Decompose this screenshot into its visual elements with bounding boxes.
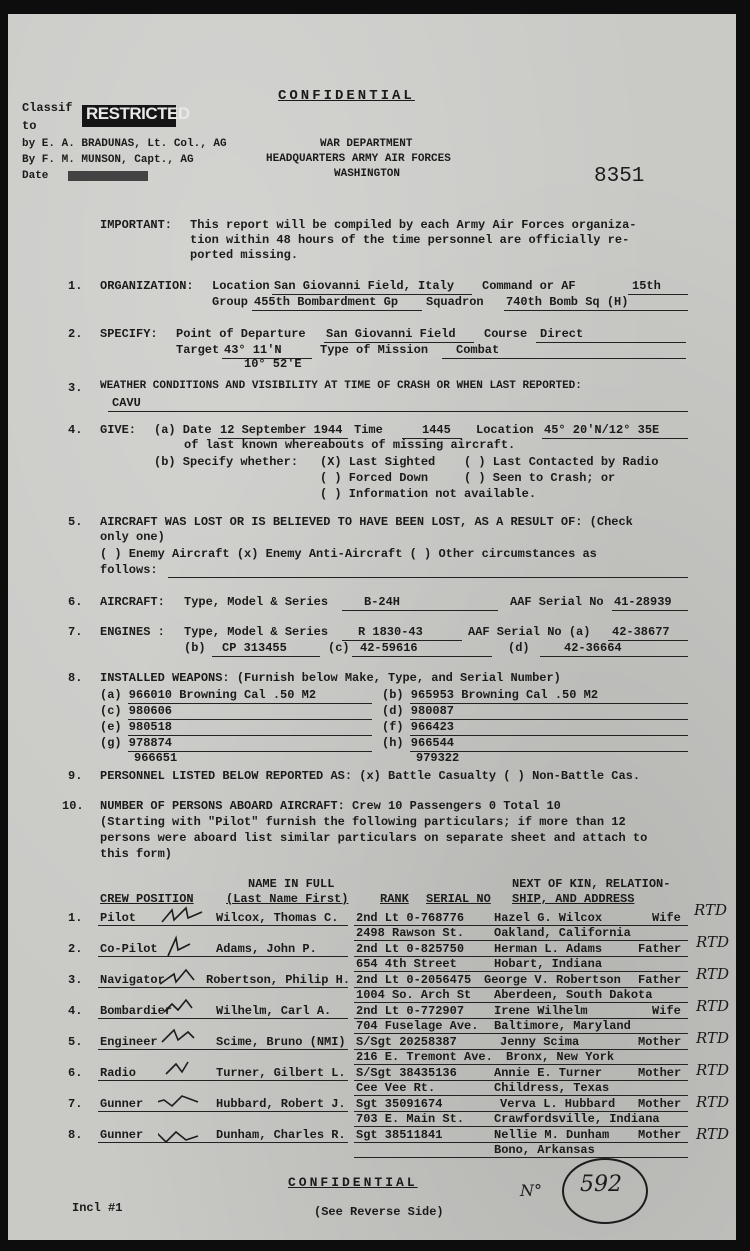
to-label: to <box>22 119 37 133</box>
crew-kin: Herman L. Adams <box>494 942 603 956</box>
specify-whether-label: (b) Specify whether: <box>154 455 299 469</box>
restricted-stamp: RESTRICTED <box>86 104 190 123</box>
target-label: Target <box>176 343 220 357</box>
see-reverse-side: (See Reverse Side) <box>314 1205 444 1219</box>
declassified-by-1: by E. A. BRADUNAS, Lt. Col., AG <box>22 138 227 150</box>
redacted-date <box>68 171 148 181</box>
command-label: Command or AF <box>482 279 576 293</box>
item-4-num: 4. <box>68 423 83 437</box>
col-rank: RANK <box>380 892 409 906</box>
item-9-num: 9. <box>68 769 83 783</box>
crew-position: Bombardier <box>100 1004 173 1018</box>
crew-address-2: Childress, Texas <box>494 1081 610 1095</box>
squadron-label: Squadron <box>426 295 484 309</box>
crew-rank-serial: 2nd Lt 0-2056475 <box>356 973 472 987</box>
weapon-a: (a) 966010 Browning Cal .50 M2 <box>100 688 317 702</box>
option-last-contacted: ( ) Last Contacted by Radio <box>464 455 659 469</box>
col-position: CREW POSITION <box>100 892 194 906</box>
crew-address-1: Bono, Arkansas <box>494 1143 595 1157</box>
date-label: Date <box>22 170 49 182</box>
crew-address-2: Hobart, Indiana <box>494 957 603 971</box>
crew-num: 8. <box>68 1128 83 1142</box>
crew-address-2: Crawfordsville, Indiana <box>494 1112 660 1126</box>
date-a-label: (a) Date <box>154 423 212 437</box>
crew-num: 5. <box>68 1035 83 1049</box>
crew-rtd-note: RTD <box>696 1125 730 1143</box>
crew-rtd-note: RTD <box>694 901 728 919</box>
aircraft-serial: 41-28939 <box>614 595 672 609</box>
lost-line-3: ( ) Enemy Aircraft (x) Enemy Anti-Aircraft ( ) Other circumstances as <box>100 547 597 561</box>
declassified-by-2: By F. M. MUNSON, Capt., AG <box>22 154 194 166</box>
crew-num: 3. <box>68 973 83 987</box>
crew-num: 1. <box>68 911 83 925</box>
aircraft-type-label: Type, Model & Series <box>184 595 329 609</box>
engine-b-label: (b) <box>184 641 206 655</box>
crew-address-1: 704 Fuselage Ave. <box>356 1019 479 1033</box>
item-2-num: 2. <box>68 327 83 341</box>
crew-num: 6. <box>68 1066 83 1080</box>
engine-serial-label: AAF Serial No (a) <box>468 625 591 639</box>
weapon-f: (f) 966423 <box>382 720 455 734</box>
time-label: Time <box>354 423 383 437</box>
engine-c-label: (c) <box>328 641 350 655</box>
engine-b: CP 313455 <box>222 641 287 655</box>
engine-d-label: (d) <box>508 641 530 655</box>
crew-position: Co-Pilot <box>100 942 158 956</box>
lost-line-1: AIRCRAFT WAS LOST OR IS BELIEVED TO HAVE BEEN LOST, AS A RESULT OF: (Check <box>100 515 633 529</box>
dept-line-2: HEADQUARTERS ARMY AIR FORCES <box>266 153 451 165</box>
organization-label: ORGANIZATION: <box>100 279 194 293</box>
crew-rank-serial: 2nd Lt 0-825750 <box>356 942 465 956</box>
option-last-sighted: (X) Last Sighted <box>320 455 436 469</box>
crew-address-1: 216 E. Tremont Ave. <box>356 1050 493 1064</box>
org-group: 455th Bombardment Gp <box>254 295 399 309</box>
location-4-label: Location <box>476 423 534 437</box>
engine-type-label: Type, Model & Series <box>184 625 329 639</box>
crew-rank-serial: Sgt 38511841 <box>356 1128 443 1142</box>
crew-kin: Jenny Scima <box>500 1035 580 1049</box>
item-5-num: 5. <box>68 515 83 529</box>
weapon-e: (e) 980518 <box>100 720 173 734</box>
crew-rtd-note: RTD <box>696 1029 730 1047</box>
loss-location: 45° 20'N/12° 35E <box>544 423 660 437</box>
target-value-2: 10° 52'E <box>244 357 302 371</box>
crew-address-1: 2498 Rawson St. <box>356 926 465 940</box>
crew-position: Engineer <box>100 1035 158 1049</box>
loss-date: 12 September 1944 <box>220 423 343 437</box>
weapon-h-2: 979322 <box>416 751 460 765</box>
dept-line-3: WASHINGTON <box>334 168 401 180</box>
crew-rtd-note: RTD <box>696 997 730 1015</box>
crew-name: Wilhelm, Carl A. <box>216 1004 332 1018</box>
persons-line-2: (Starting with "Pilot" furnish the following particulars; if more than 12 <box>100 815 626 829</box>
personnel-reported: PERSONNEL LISTED BELOW REPORTED AS: (x) Battle Casualty ( ) Non-Battle Cas. <box>100 769 641 783</box>
crew-num: 4. <box>68 1004 83 1018</box>
crew-rank-serial: 2nd Lt 0-768776 <box>356 911 465 925</box>
crew-kin: Annie E. Turner <box>494 1066 603 1080</box>
crew-name: Scime, Bruno (NMI) <box>216 1035 346 1049</box>
inclosure-label: Incl #1 <box>72 1201 123 1215</box>
missing-aircrew-report <box>8 14 736 1240</box>
crew-rtd-note: RTD <box>696 1093 730 1111</box>
option-seen-crash: ( ) Seen to Crash; or <box>464 471 616 485</box>
course-value: Direct <box>540 327 584 341</box>
org-squadron: 740th Bomb Sq (H) <box>506 295 629 309</box>
important-line-2: tion within 48 hours of the time personnel are officially re- <box>190 233 630 247</box>
course-label: Course <box>484 327 528 341</box>
aircraft-serial-label: AAF Serial No <box>510 595 604 609</box>
crew-kin: Verva L. Hubbard <box>500 1097 616 1111</box>
crew-position: Gunner <box>100 1128 144 1142</box>
location-label: Location <box>212 279 270 293</box>
weapon-g: (g) 978874 <box>100 736 173 750</box>
report-number: 8351 <box>594 165 645 188</box>
crew-rtd-note: RTD <box>696 933 730 951</box>
option-info-not-available: ( ) Information not available. <box>320 487 537 501</box>
aircraft-label: AIRCRAFT: <box>100 595 165 609</box>
item-8-num: 8. <box>68 671 83 685</box>
crew-kin: Hazel G. Wilcox <box>494 911 603 925</box>
item-7-num: 7. <box>68 625 83 639</box>
crew-name: Turner, Gilbert L. <box>216 1066 346 1080</box>
crew-relation: Mother <box>638 1066 682 1080</box>
whereabouts-text: of last known whereabouts of missing aircraft. <box>184 438 516 452</box>
engines-label: ENGINES : <box>100 625 165 639</box>
crew-position: Pilot <box>100 911 137 925</box>
crew-name: Adams, John P. <box>216 942 317 956</box>
important-line-3: ported missing. <box>190 248 299 262</box>
handwritten-marks <box>158 904 228 1164</box>
crew-address-2: Oakland, California <box>494 926 631 940</box>
persons-line-3: persons were aboard list similar particulars on separate sheet and attach to <box>100 831 648 845</box>
weapon-d: (d) 980087 <box>382 704 455 718</box>
crew-rtd-note: RTD <box>696 965 730 983</box>
crew-address-1: 654 4th Street <box>356 957 457 971</box>
important-label: IMPORTANT: <box>100 218 173 232</box>
crew-relation: Father <box>638 942 682 956</box>
mission-value: Combat <box>456 343 500 357</box>
crew-address-1: 1004 So. Arch St <box>356 988 472 1002</box>
weather-value: CAVU <box>112 396 141 410</box>
important-line-1: This report will be compiled by each Army Air Forces organiza- <box>190 218 637 232</box>
departure-value: San Giovanni Field <box>326 327 456 341</box>
org-command: 15th <box>632 279 661 293</box>
crew-name: Robertson, Philip H. <box>206 973 351 987</box>
dept-line-1: WAR DEPARTMENT <box>320 138 413 150</box>
weather-label: WEATHER CONDITIONS AND VISIBILITY AT TIME OF CRASH OR WHEN LAST REPORTED: <box>100 380 582 392</box>
confidential-footer: CONFIDENTIAL <box>288 1175 418 1190</box>
item-3-num: 3. <box>68 381 83 395</box>
crew-relation: Mother <box>638 1035 682 1049</box>
departure-label: Point of Departure <box>176 327 306 341</box>
crew-name: Hubbard, Robert J. <box>216 1097 346 1111</box>
crew-relation: Wife <box>652 911 681 925</box>
crew-relation: Mother <box>638 1128 682 1142</box>
crew-num: 7. <box>68 1097 83 1111</box>
crew-kin: Nellie M. Dunham <box>494 1128 610 1142</box>
crew-rank-serial: Sgt 35091674 <box>356 1097 443 1111</box>
crew-name: Dunham, Charles R. <box>216 1128 346 1142</box>
item-1-num: 1. <box>68 279 83 293</box>
crew-kin: Irene Wilhelm <box>494 1004 588 1018</box>
persons-line-4: this form) <box>100 847 173 861</box>
circled-number-value: 592 <box>580 1172 622 1197</box>
persons-aboard: NUMBER OF PERSONS ABOARD AIRCRAFT: Crew 10 Passengers 0 Total 10 <box>100 799 561 813</box>
crew-address-2: Aberdeen, South Dakota <box>494 988 653 1002</box>
item-6-num: 6. <box>68 595 83 609</box>
crew-rank-serial: S/Sgt 38435136 <box>356 1066 457 1080</box>
crew-relation: Father <box>638 973 682 987</box>
confidential-heading: CONFIDENTIAL <box>278 88 415 104</box>
engine-d: 42-36664 <box>564 641 622 655</box>
lost-line-4: follows: <box>100 563 158 577</box>
crew-address-2: Baltimore, Maryland <box>494 1019 631 1033</box>
specify-label: SPECIFY: <box>100 327 158 341</box>
crew-kin: George V. Robertson <box>484 973 621 987</box>
item-10-num: 10. <box>62 799 84 813</box>
classification-label: Classif <box>22 101 73 115</box>
crew-relation: Mother <box>638 1097 682 1111</box>
mission-label: Type of Mission <box>320 343 429 357</box>
loss-time: 1445 <box>422 423 451 437</box>
weapon-b: (b) 965953 Browning Cal .50 M2 <box>382 688 599 702</box>
group-label: Group <box>212 295 249 309</box>
weapon-h: (h) 966544 <box>382 736 455 750</box>
target-value-1: 43° 11'N <box>224 343 282 357</box>
number-mark-label: N° <box>520 1181 542 1200</box>
crew-address-2: Bronx, New York <box>506 1050 615 1064</box>
crew-rank-serial: S/Sgt 20258387 <box>356 1035 457 1049</box>
crew-address-1: 703 E. Main St. <box>356 1112 465 1126</box>
crew-position: Navigator <box>100 973 165 987</box>
crew-num: 2. <box>68 942 83 956</box>
crew-address-1: Cee Vee Rt. <box>356 1081 436 1095</box>
crew-relation: Wife <box>652 1004 681 1018</box>
col-kin-1: NEXT OF KIN, RELATION- <box>512 877 671 891</box>
engine-a: 42-38677 <box>612 625 670 639</box>
col-serial: SERIAL NO <box>426 892 491 906</box>
crew-rtd-note: RTD <box>696 1061 730 1079</box>
weapons-label: INSTALLED WEAPONS: (Furnish below Make, Type, and Serial Number) <box>100 671 561 685</box>
engine-c: 42-59616 <box>360 641 418 655</box>
col-name-1: NAME IN FULL <box>248 877 335 891</box>
crew-position: Radio <box>100 1066 137 1080</box>
col-kin-2: SHIP, AND ADDRESS <box>512 892 635 906</box>
weapon-c: (c) 980606 <box>100 704 173 718</box>
crew-rank-serial: 2nd Lt 0-772907 <box>356 1004 465 1018</box>
lost-line-2: only one) <box>100 530 165 544</box>
crew-name: Wilcox, Thomas C. <box>216 911 339 925</box>
give-label: GIVE: <box>100 423 137 437</box>
aircraft-type: B-24H <box>364 595 401 609</box>
weapon-g-2: 966651 <box>134 751 178 765</box>
engine-type: R 1830-43 <box>358 625 423 639</box>
option-forced-down: ( ) Forced Down <box>320 471 429 485</box>
org-location: San Giovanni Field, Italy <box>274 279 455 293</box>
crew-position: Gunner <box>100 1097 144 1111</box>
col-name-2: (Last Name First) <box>226 892 349 906</box>
